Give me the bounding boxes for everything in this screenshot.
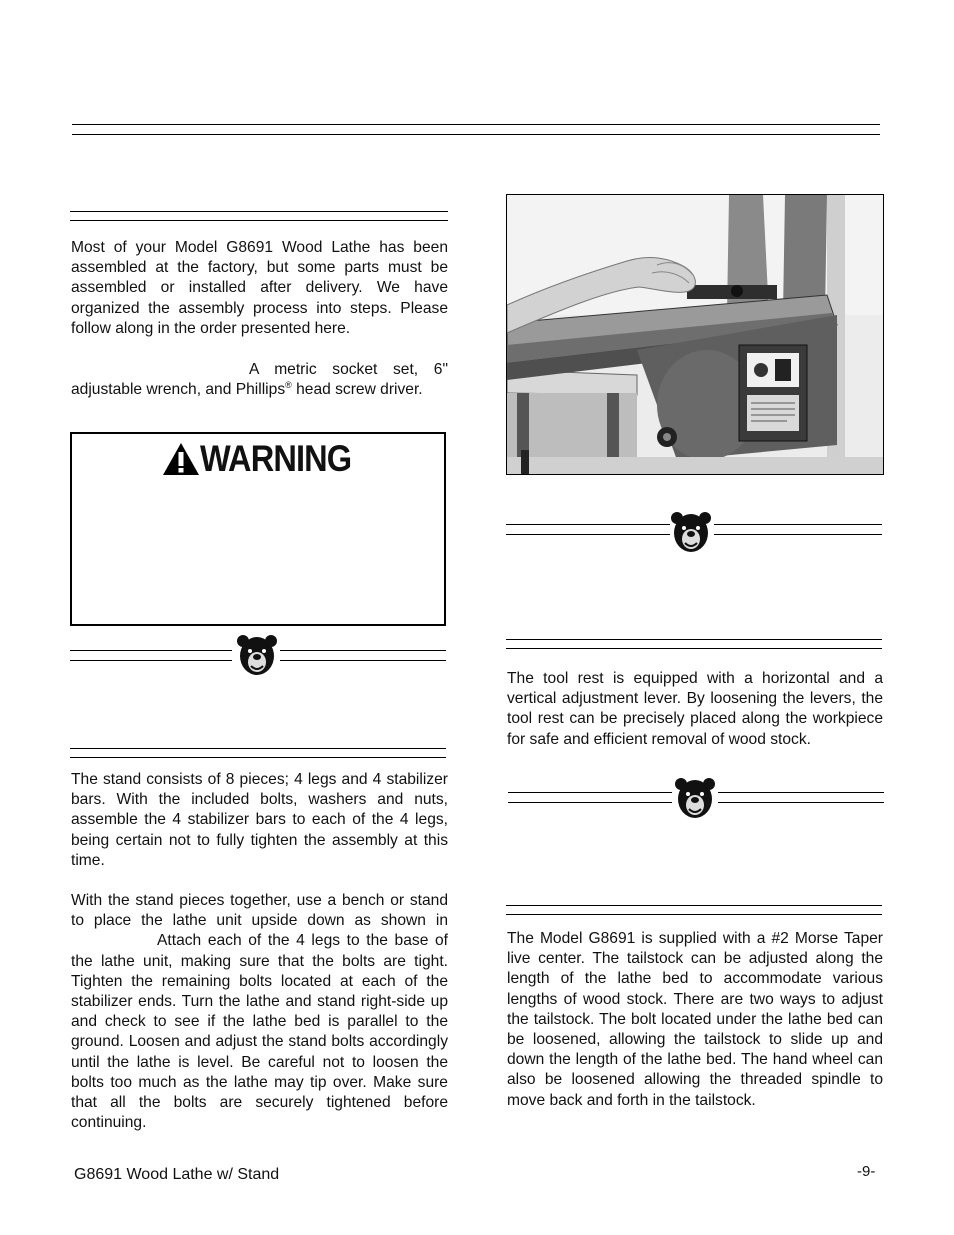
bear-divider-2-right-a xyxy=(714,524,882,525)
warning-triangle-icon xyxy=(162,442,200,476)
stand-paragraph-2 xyxy=(71,891,448,1133)
toolrest-section-rule-bottom xyxy=(506,648,882,649)
lathe-photo xyxy=(506,194,884,475)
toolrest-paragraph: The tool rest is equipped with a horizontal and a vertical adjustment lever. By loosening the levers, the tool rest can be precisely placed along the workpiece for safe and efficient removal of wood stock. xyxy=(507,670,883,748)
footer-model: G8691 Wood Lathe w/ Stand xyxy=(74,1166,280,1183)
bear-divider-2-left-b xyxy=(506,534,670,535)
bear-divider-3-left-a xyxy=(508,792,672,793)
toolrest-section-rule-top xyxy=(506,639,882,640)
tailstock-paragraph: The Model G8691 is supplied with a #2 Morse Taper live center. The tailstock can be adjusted along the length of the lathe bed to accommodate various lengths of wood stock. There are two ways to adjust the tailstock. The bolt located under the lathe bed can be loosened, allowing the tailstock to slide up and down the length of the lathe bed. The hand wheel can also be loosened allowing the threaded spindle to move back and forth in the tailstock. xyxy=(507,930,883,1109)
stand-p2-end: Attach each of the 4 legs to the base of the lathe unit, making sure that the bolts are tight. Tighten the remaining bolts located at each of the stabilizer ends. Turn the lathe and stand right-side up and check to see if the lathe bed is parallel to the ground. Loosen and adjust the stand bolts accordingly until the lathe is level. Be careful not to loosen the bolts too much as the lathe may tip over. Make sure that all the bolts are securely tightened before continuing. xyxy=(71,932,448,1132)
footer-page-number: -9- xyxy=(857,1163,876,1180)
registered-mark: ® xyxy=(285,380,292,391)
bear-divider-1-right-b xyxy=(280,660,446,661)
page-top-rule-2 xyxy=(72,134,880,135)
stand-section-rule-bottom xyxy=(70,757,446,758)
stand-p2-start: With the stand pieces together, use a bench or stand to place the lathe unit upside down as shown in xyxy=(71,892,448,930)
bear-divider-2-left-a xyxy=(506,524,670,525)
tailstock-section-rule-top xyxy=(506,905,882,906)
warning-logo xyxy=(162,438,372,479)
lathe-photo-illustration xyxy=(507,195,884,475)
bear-divider-2-right-b xyxy=(714,534,882,535)
tools-text-end: head screw driver. xyxy=(291,381,423,399)
section-rule-bottom xyxy=(70,220,448,221)
page-top-rule-1 xyxy=(72,124,880,125)
bear-divider-3-right-a xyxy=(718,792,884,793)
intro-paragraph: Most of your Model G8691 Wood Lathe has been assembled at the factory, but some parts must be assembled or installed after delivery. We have organized the assembly process into steps. Please follow along in the order presented here. xyxy=(71,239,448,337)
bear-logo-icon xyxy=(674,776,716,820)
bear-divider-1-left-a xyxy=(70,650,232,651)
tools-text: A metric socket set, 6" adjustable wrench, and Phillips xyxy=(71,361,448,399)
warning-box xyxy=(70,432,446,626)
bear-divider-3-right-b xyxy=(718,802,884,803)
section-rule-top xyxy=(70,211,448,212)
bear-logo-icon xyxy=(670,510,712,554)
stand-paragraph-1: The stand consists of 8 pieces; 4 legs and 4 stabilizer bars. With the included bolts, washers and nuts, assemble the 4 stabilizer bars to each of the 4 legs, being certain not to fully tighten the assembly at this time. xyxy=(71,771,448,869)
tailstock-section-rule-bottom xyxy=(506,914,882,915)
bear-divider-3-left-b xyxy=(508,802,672,803)
warning-word: WARNING xyxy=(200,438,352,479)
tools-needed-paragraph xyxy=(71,360,448,400)
bear-divider-1-left-b xyxy=(70,660,232,661)
bear-logo-icon xyxy=(236,633,278,677)
stand-section-rule-top xyxy=(70,748,446,749)
bear-divider-1-right-a xyxy=(280,650,446,651)
